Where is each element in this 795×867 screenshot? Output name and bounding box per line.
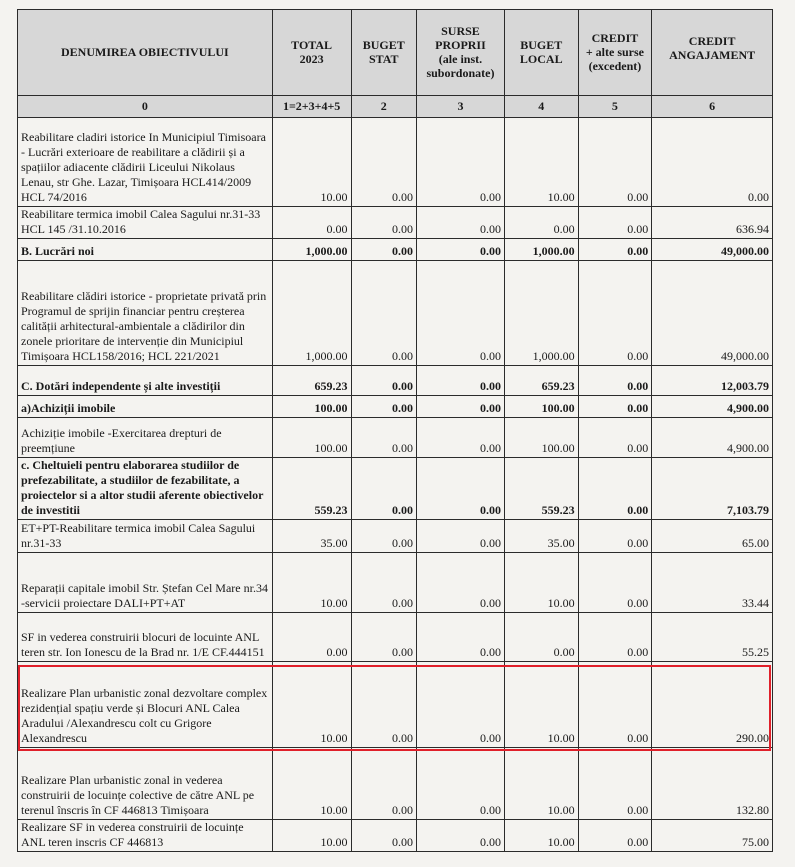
table-row (18, 820, 773, 852)
cell-total: 10.00 (272, 118, 351, 207)
index-cell: 0 (18, 96, 273, 118)
cell-buget-local: 100.00 (504, 418, 578, 458)
row-description: SF in vederea construirii blocuri de locuinte ANL teren str. Ion Ionescu de la Brad nr. 1/E CF.444151 (18, 613, 273, 662)
cell-surse-proprii: 0.00 (416, 118, 504, 207)
table-row (18, 662, 773, 748)
header-credit-alte-surse: CREDIT + alte surse (excedent) (578, 10, 652, 96)
cell-buget-local: 1,000.00 (504, 261, 578, 366)
cell-credit: 0.00 (578, 613, 652, 662)
header-surse-proprii: SURSE PROPRII (ale inst. subordonate) (416, 10, 504, 96)
table-row (18, 396, 773, 418)
row-description: C. Dotări independente și alte investiții (18, 366, 273, 396)
table-row (18, 553, 773, 613)
cell-buget-stat: 0.00 (351, 748, 416, 820)
index-cell: 5 (578, 96, 652, 118)
cell-total: 559.23 (272, 458, 351, 520)
cell-buget-local: 0.00 (504, 613, 578, 662)
cell-credit: 0.00 (578, 118, 652, 207)
row-description: Achiziție imobile -Exercitarea drepturi de preemțiune (18, 418, 273, 458)
cell-buget-local: 10.00 (504, 662, 578, 748)
budget-table (17, 9, 773, 852)
index-cell: 1=2+3+4+5 (272, 96, 351, 118)
table-row (18, 261, 773, 366)
cell-buget-stat: 0.00 (351, 118, 416, 207)
row-description: B. Lucrări noi (18, 239, 273, 261)
cell-credit-angajament: 4,900.00 (652, 396, 773, 418)
cell-buget-local: 659.23 (504, 366, 578, 396)
cell-credit-angajament: 75.00 (652, 820, 773, 852)
cell-credit-angajament: 636.94 (652, 207, 773, 239)
header-total: TOTAL 2023 (272, 10, 351, 96)
cell-surse-proprii: 0.00 (416, 418, 504, 458)
index-cell: 4 (504, 96, 578, 118)
header-buget-stat: BUGET STAT (351, 10, 416, 96)
cell-credit: 0.00 (578, 418, 652, 458)
cell-buget-local: 10.00 (504, 553, 578, 613)
cell-credit: 0.00 (578, 520, 652, 553)
cell-credit-angajament: 49,000.00 (652, 239, 773, 261)
cell-credit-angajament: 7,103.79 (652, 458, 773, 520)
cell-buget-local: 100.00 (504, 396, 578, 418)
cell-credit-angajament: 55.25 (652, 613, 773, 662)
row-description: Reabilitare cladiri istorice In Municipiul Timisoara - Lucrări exterioare de reabilitare a clădirii și a spațiilor adiacente clădirii Liceului Nikolaus Lenau, str Ghe. Lazar, Timișoara HCL414/2009 HCL 74/2016 (18, 118, 273, 207)
cell-surse-proprii: 0.00 (416, 458, 504, 520)
cell-buget-stat: 0.00 (351, 662, 416, 748)
cell-surse-proprii: 0.00 (416, 366, 504, 396)
header-row (18, 10, 773, 96)
row-description: ET+PT-Reabilitare termica imobil Calea Sagului nr.31-33 (18, 520, 273, 553)
row-description: Realizare Plan urbanistic zonal in vederea construirii de locuințe colective de către ANL pe terenul înscris în CF 446813 Timișoara (18, 748, 273, 820)
index-cell: 3 (416, 96, 504, 118)
cell-credit-angajament: 132.80 (652, 748, 773, 820)
cell-buget-stat: 0.00 (351, 366, 416, 396)
cell-credit: 0.00 (578, 662, 652, 748)
cell-credit: 0.00 (578, 239, 652, 261)
row-description: Reabilitare termica imobil Calea Sagului nr.31-33 HCL 145 /31.10.2016 (18, 207, 273, 239)
cell-buget-stat: 0.00 (351, 553, 416, 613)
table-row (18, 418, 773, 458)
cell-credit: 0.00 (578, 261, 652, 366)
cell-credit: 0.00 (578, 748, 652, 820)
cell-buget-local: 10.00 (504, 748, 578, 820)
cell-credit: 0.00 (578, 396, 652, 418)
cell-credit: 0.00 (578, 207, 652, 239)
cell-total: 100.00 (272, 418, 351, 458)
cell-buget-stat: 0.00 (351, 261, 416, 366)
cell-buget-stat: 0.00 (351, 820, 416, 852)
cell-surse-proprii: 0.00 (416, 261, 504, 366)
cell-credit-angajament: 4,900.00 (652, 418, 773, 458)
cell-surse-proprii: 0.00 (416, 553, 504, 613)
cell-total: 100.00 (272, 396, 351, 418)
cell-surse-proprii: 0.00 (416, 613, 504, 662)
header-buget-local: BUGET LOCAL (504, 10, 578, 96)
cell-credit: 0.00 (578, 820, 652, 852)
cell-surse-proprii: 0.00 (416, 820, 504, 852)
cell-total: 1,000.00 (272, 239, 351, 261)
cell-surse-proprii: 0.00 (416, 662, 504, 748)
cell-total: 10.00 (272, 748, 351, 820)
row-description: Reparații capitale imobil Str. Ștefan Cel Mare nr.34 -servicii proiectare DALI+PT+AT (18, 553, 273, 613)
cell-buget-local: 1,000.00 (504, 239, 578, 261)
table-row (18, 118, 773, 207)
cell-total: 1,000.00 (272, 261, 351, 366)
cell-total: 0.00 (272, 613, 351, 662)
cell-credit: 0.00 (578, 366, 652, 396)
cell-credit-angajament: 49,000.00 (652, 261, 773, 366)
cell-buget-stat: 0.00 (351, 458, 416, 520)
table-row (18, 366, 773, 396)
table-row (18, 748, 773, 820)
table-row (18, 613, 773, 662)
table-row (18, 207, 773, 239)
cell-total: 10.00 (272, 820, 351, 852)
cell-total: 659.23 (272, 366, 351, 396)
cell-credit-angajament: 290.00 (652, 662, 773, 748)
cell-buget-stat: 0.00 (351, 239, 416, 261)
index-cell: 2 (351, 96, 416, 118)
cell-total: 10.00 (272, 662, 351, 748)
cell-total: 10.00 (272, 553, 351, 613)
cell-total: 0.00 (272, 207, 351, 239)
cell-buget-local: 35.00 (504, 520, 578, 553)
row-description: Realizare Plan urbanistic zonal dezvoltare complex rezidențial spațiu verde și Blocuri ANL Calea Aradului /Alexandrescu colt cu Grigore Alexandrescu (18, 662, 273, 748)
cell-credit: 0.00 (578, 553, 652, 613)
header-denumire: DENUMIREA OBIECTIVULUI (18, 10, 273, 96)
cell-surse-proprii: 0.00 (416, 396, 504, 418)
cell-total: 35.00 (272, 520, 351, 553)
table-row (18, 520, 773, 553)
cell-buget-local: 10.00 (504, 820, 578, 852)
cell-credit-angajament: 12,003.79 (652, 366, 773, 396)
row-description: c. Cheltuieli pentru elaborarea studiilor de prefezabilitate, a studiilor de fezabilitate, a proiectelor si a altor studii aferente obiectivelor de investitii (18, 458, 273, 520)
row-description: Realizare SF in vederea construirii de locuințe ANL teren inscris CF 446813 (18, 820, 273, 852)
index-row (18, 96, 773, 118)
cell-buget-stat: 0.00 (351, 613, 416, 662)
header-credit-angajament: CREDIT ANGAJAMENT (652, 10, 773, 96)
cell-surse-proprii: 0.00 (416, 239, 504, 261)
index-cell: 6 (652, 96, 773, 118)
table-row (18, 458, 773, 520)
cell-buget-stat: 0.00 (351, 207, 416, 239)
cell-credit-angajament: 0.00 (652, 118, 773, 207)
cell-surse-proprii: 0.00 (416, 748, 504, 820)
cell-credit-angajament: 33.44 (652, 553, 773, 613)
cell-buget-stat: 0.00 (351, 418, 416, 458)
cell-credit-angajament: 65.00 (652, 520, 773, 553)
cell-buget-stat: 0.00 (351, 520, 416, 553)
cell-buget-local: 0.00 (504, 207, 578, 239)
cell-surse-proprii: 0.00 (416, 520, 504, 553)
cell-surse-proprii: 0.00 (416, 207, 504, 239)
cell-credit: 0.00 (578, 458, 652, 520)
cell-buget-local: 10.00 (504, 118, 578, 207)
table-row (18, 239, 773, 261)
row-description: Reabilitare clădiri istorice - proprietate privată prin Programul de sprijin financiar pentru creșterea calității arhitectural-ambientale a clădirilor din zonele prioritare de intervenție din Municipiul Timișoara HCL158/2016; HCL 221/2021 (18, 261, 273, 366)
cell-buget-stat: 0.00 (351, 396, 416, 418)
cell-buget-local: 559.23 (504, 458, 578, 520)
row-description: a)Achiziții imobile (18, 396, 273, 418)
